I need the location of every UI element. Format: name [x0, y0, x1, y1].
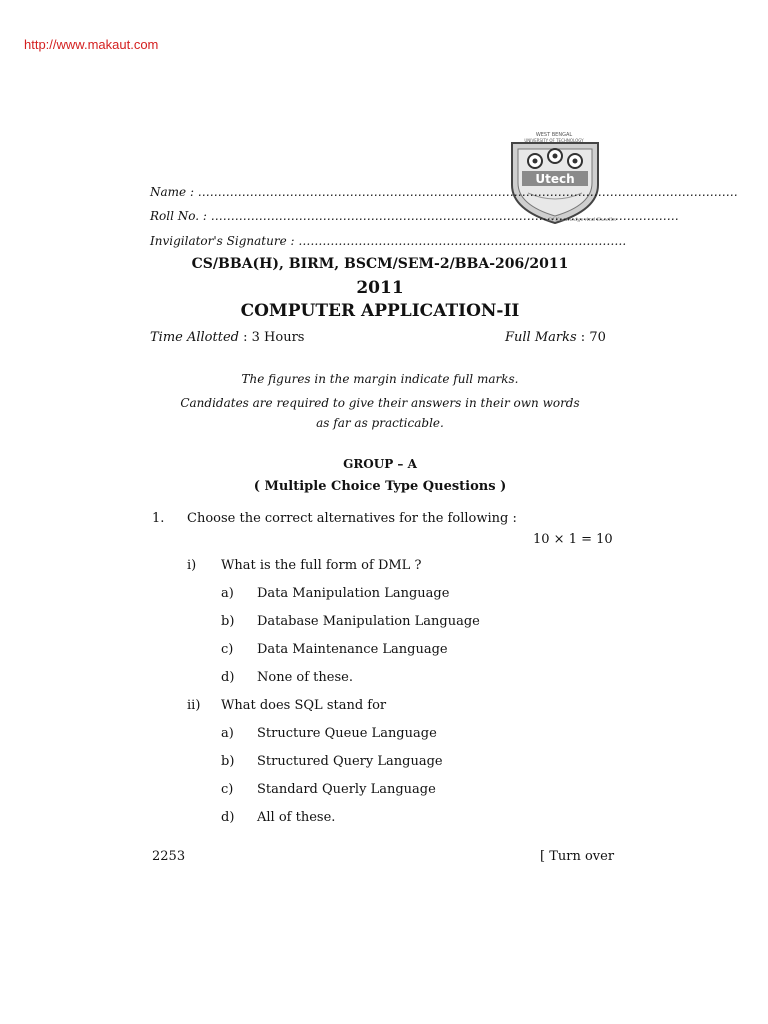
name-field: Name : ……………………………………………………………………………………………………………………… [150, 185, 738, 199]
option-key: c) [221, 782, 234, 797]
time-label: Time Allotted [150, 330, 239, 345]
option-key: b) [221, 754, 235, 769]
option-text: All of these. [257, 810, 336, 825]
turn-over: [ Turn over [540, 849, 615, 864]
sub-question-number: i) [187, 558, 197, 573]
exam-code: CS/BBA(H), BIRM, BSCM/SEM-2/BBA-206/2011 [191, 256, 569, 272]
sub-question-number: ii) [187, 698, 201, 713]
invigilator-signature-field: Invigilator's Signature : ………………………………………………………………………. [150, 234, 627, 248]
option-text: Data Maintenance Language [257, 642, 448, 657]
page-code: 2253 [152, 849, 186, 864]
option-key: a) [221, 726, 234, 741]
group-title: GROUP – A [343, 457, 417, 471]
instruction-line: The figures in the margin indicate full marks. [241, 372, 519, 386]
option-text: Database Manipulation Language [257, 614, 480, 629]
option-key: d) [221, 810, 235, 825]
roll-number-field: Roll No. : ……………………………………………………………………………………………………… [150, 209, 679, 223]
exam-year: 2011 [356, 278, 404, 298]
exam-subject: COMPUTER APPLICATION-II [240, 301, 520, 321]
option-text: Structure Queue Language [257, 726, 437, 741]
question-number: 1. [152, 511, 165, 526]
question-text: Choose the correct alternatives for the following : [187, 511, 517, 526]
group-subtitle: ( Multiple Choice Type Questions ) [253, 479, 507, 494]
marks-value: : 70 [576, 330, 606, 345]
question-marks: 10 × 1 = 10 [533, 532, 613, 547]
marks-label: Full Marks [505, 330, 577, 345]
sub-question-text: What does SQL stand for [221, 698, 387, 713]
option-text: None of these. [257, 670, 353, 685]
time-value: : 3 Hours [238, 330, 305, 345]
instruction-line: Candidates are required to give their answers in their own words [180, 396, 580, 410]
option-text: Structured Query Language [257, 754, 443, 769]
svg-text:Of Knowledge And Excellence: Of Knowledge And Excelle [547, 217, 616, 223]
option-key: b) [221, 614, 235, 629]
full-marks [505, 330, 606, 345]
svg-text:UNIVERSITY OF TECHNOLOGY: UNIVERSITY OF TECHNOLOGY [524, 138, 584, 143]
option-text: Standard Querly Language [257, 782, 436, 797]
instruction-line: as far as practicable. [316, 416, 444, 430]
time-allotted [150, 330, 304, 345]
option-key: a) [221, 586, 234, 601]
svg-text:Utech: Utech [535, 172, 575, 186]
sub-question-text: What is the full form of DML ? [221, 558, 422, 573]
option-key: c) [221, 642, 234, 657]
source-url[interactable]: http://www.makaut.com [24, 37, 159, 52]
svg-text:WEST BENGAL: WEST BENGAL [535, 132, 573, 138]
option-key: d) [221, 670, 235, 685]
option-text: Data Manipulation Language [257, 586, 450, 601]
